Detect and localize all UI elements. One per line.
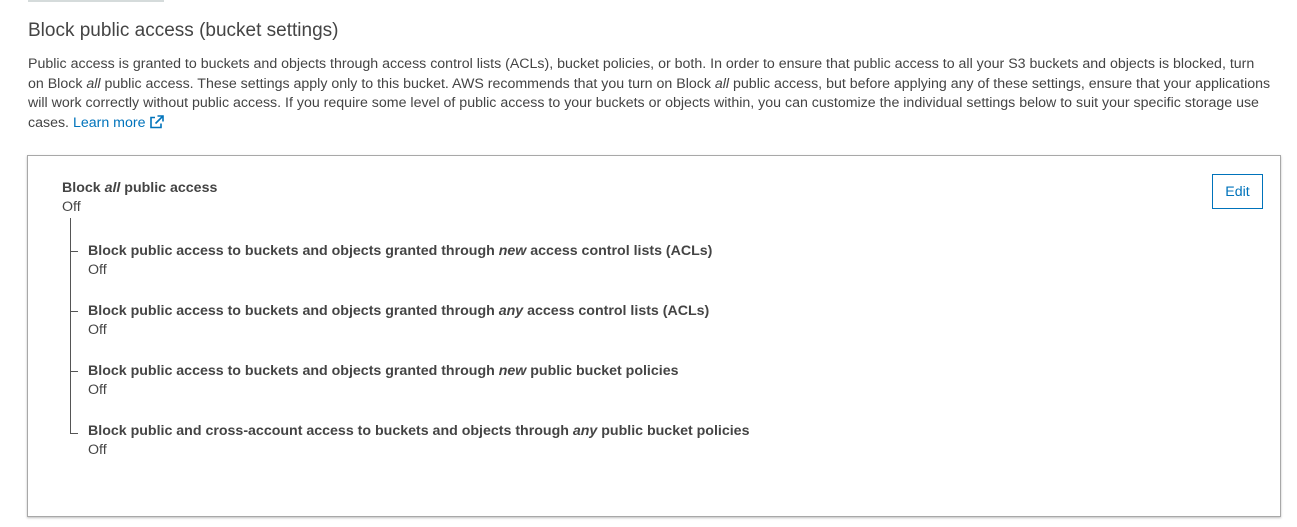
- setting-value: Off: [88, 442, 107, 458]
- setting-label-text-1: Block public access to buckets and objects granted through: [88, 243, 499, 259]
- setting-any-acls: [88, 302, 709, 340]
- learn-more-link[interactable]: [73, 115, 164, 131]
- section-title: Block public access (bucket settings): [28, 20, 339, 41]
- setting-label: [88, 302, 709, 321]
- setting-label: [88, 362, 678, 381]
- setting-new-bucket-policies: [88, 362, 678, 400]
- setting-label-text-1: Block public access to buckets and objects granted through: [88, 303, 499, 319]
- setting-label-text-1: Block public access to buckets and objects granted through: [88, 363, 499, 379]
- external-link-icon: [149, 115, 164, 129]
- section-description: [28, 55, 1273, 133]
- block-public-access-panel: [27, 155, 1281, 517]
- setting-label-text-2: access control lists (ACLs): [526, 243, 713, 259]
- description-text-3: public access, but before applying any of these settings, ensure that your applications will work correctly without public access. If you require some level of public access to your buckets or objects within, you can customize the individual settings below to suit your specific storage use cases.: [28, 75, 1271, 131]
- description-text-2: public access. These settings apply only to this bucket. AWS recommends that you turn on Block: [100, 75, 715, 92]
- setting-label-text-1: Block public and cross-account access to buckets and objects through: [88, 423, 573, 439]
- description-emphasis-2: all: [714, 75, 730, 92]
- learn-more-label: Learn more: [72, 114, 146, 131]
- setting-any-bucket-policies: [88, 422, 749, 460]
- tree-branch-4: [70, 433, 78, 434]
- tree-branch-2: [70, 311, 78, 312]
- tree-branch-1: [70, 251, 78, 252]
- setting-label-emphasis: new: [498, 363, 527, 379]
- setting-label-text-2: access control lists (ACLs): [523, 303, 710, 319]
- master-label-text-1: Block: [62, 180, 105, 196]
- setting-value: Off: [88, 382, 107, 398]
- description-text-1: Public access is granted to buckets and objects through access control lists (ACLs), bucket policies, or both. In order to ensure that public access to all your S3 buckets and objects is blocked, turn on Block: [28, 56, 1255, 92]
- setting-label-emphasis: new: [498, 243, 527, 259]
- edit-button[interactable]: Edit: [1212, 174, 1263, 209]
- setting-value: Off: [88, 322, 107, 338]
- setting-label-emphasis: any: [498, 303, 524, 319]
- setting-new-acls: [88, 242, 712, 280]
- master-label-emphasis: all: [104, 180, 121, 196]
- tree-branch-3: [70, 371, 78, 372]
- setting-label-text-2: public bucket policies: [597, 423, 750, 439]
- top-tab-underline: [28, 0, 164, 2]
- setting-label-emphasis: any: [572, 423, 598, 439]
- master-label-text-2: public access: [120, 180, 218, 196]
- setting-label: [88, 422, 749, 441]
- setting-value: Off: [88, 262, 107, 278]
- setting-label: [88, 242, 712, 261]
- description-emphasis-1: all: [86, 75, 101, 92]
- setting-label-text-2: public bucket policies: [526, 363, 679, 379]
- block-all-public-access-value: Off: [62, 199, 81, 215]
- block-all-public-access-label: [62, 180, 217, 196]
